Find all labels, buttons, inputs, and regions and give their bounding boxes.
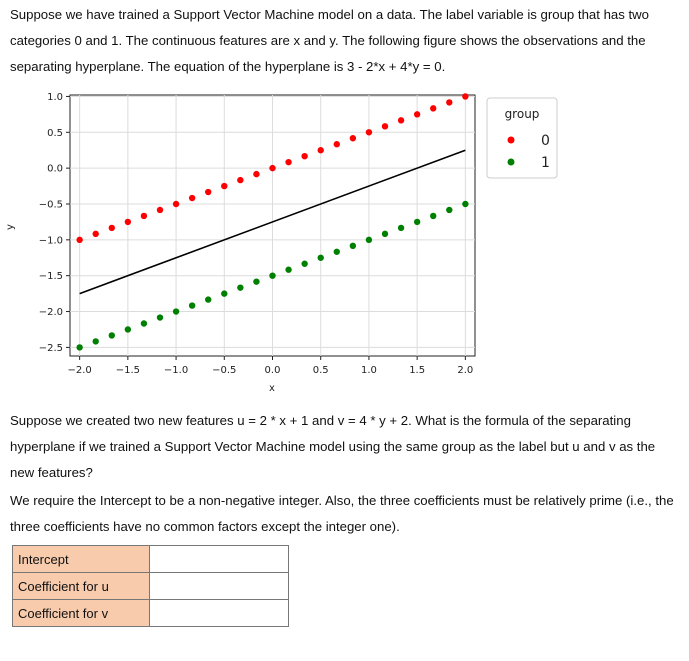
y-tick-label: −1.5 [38,271,63,283]
data-point-group-1 [109,332,115,338]
y-tick-label: 1.0 [47,91,63,103]
y-tick-label: −0.5 [38,199,63,211]
intercept-label: Intercept [13,546,150,573]
legend-label-1: 1 [541,155,550,171]
intercept-input[interactable] [150,546,289,573]
data-point-group-0 [398,117,404,123]
x-axis-label: x [269,383,275,394]
data-point-group-0 [205,189,211,195]
data-point-group-0 [269,165,275,171]
data-point-group-1 [205,296,211,302]
coef-v-input[interactable] [150,600,289,627]
table-row [13,546,289,573]
data-point-group-0 [462,93,468,99]
data-point-group-1 [141,320,147,326]
data-point-group-0 [93,231,99,237]
data-point-group-1 [462,201,468,207]
legend-marker-1 [508,159,515,166]
data-point-group-1 [382,231,388,237]
question-paragraph: Suppose we created two new features u = 2 * x + 1 and v = 4 * y + 2. What is the formula of the separating hyperplane if we trained a Support Vector Machine model using the same group as the label but u and v as the new features? [10,413,656,480]
data-point-group-1 [318,255,324,261]
x-tick-label: 1.5 [409,365,426,376]
data-point-group-1 [301,261,307,267]
data-point-group-1 [253,278,259,284]
y-tick-label: −2.0 [38,307,63,319]
data-point-group-1 [157,314,163,320]
x-tick-label: 1.0 [360,365,377,376]
data-point-group-1 [173,308,179,314]
data-point-group-1 [414,219,420,225]
x-tick-label: 2.0 [457,365,474,376]
y-tick-label: 0.5 [47,127,63,139]
data-point-group-0 [253,171,259,177]
data-point-group-1 [446,207,452,213]
data-point-group-0 [301,153,307,159]
y-tick-label: −2.5 [38,342,63,354]
data-point-group-1 [334,249,340,255]
y-tick-label: 0.0 [47,163,63,175]
data-point-group-1 [237,284,243,290]
data-point-group-1 [125,326,131,332]
legend-title: group [504,107,540,121]
requirement-paragraph: We require the Intercept to be a non-negative integer. Also, the three coefficients must be relatively prime (i.e., the three coefficients have no common factors except the integer one). [10,493,674,534]
data-point-group-0 [76,237,82,243]
data-point-group-1 [189,302,195,308]
data-point-group-1 [398,225,404,231]
x-tick-label: −0.5 [212,365,237,376]
answer-table [12,545,289,627]
data-point-group-1 [350,243,356,249]
data-point-group-0 [366,129,372,135]
table-row [13,600,289,627]
data-point-group-0 [189,195,195,201]
data-point-group-1 [430,213,436,219]
x-tick-label: 0.0 [264,365,281,376]
data-point-group-0 [334,141,340,147]
data-point-group-1 [76,344,82,350]
x-tick-label: −1.0 [163,365,189,376]
table-row [13,573,289,600]
data-point-group-0 [125,219,131,225]
data-point-group-0 [414,111,420,117]
data-point-group-1 [366,237,372,243]
data-point-group-0 [109,225,115,231]
data-point-group-0 [318,147,324,153]
data-point-group-0 [446,99,452,105]
data-point-group-1 [285,267,291,273]
data-point-group-0 [382,123,388,129]
legend-marker-0 [508,137,515,144]
intro-paragraph: Suppose we have trained a Support Vector Machine model on a data. The label variable is group that has two categories 0 and 1. The continuous features are x and y. The following figure shows the observations and the separating hyperplane. The equation of the hyperplane is 3 - 2*x + 4*y = 0. [10,7,650,74]
y-axis-label: y [5,224,16,230]
data-point-group-0 [430,105,436,111]
data-point-group-0 [221,183,227,189]
data-point-group-0 [141,213,147,219]
data-point-group-0 [237,177,243,183]
legend-label-0: 0 [541,133,550,149]
coef-u-input[interactable] [150,573,289,600]
data-point-group-1 [93,338,99,344]
data-point-group-1 [269,272,275,278]
scatter-chart [0,88,689,398]
x-tick-label: −2.0 [67,365,92,376]
legend [487,98,557,178]
data-point-group-0 [285,159,291,165]
data-point-group-0 [350,135,356,141]
x-tick-label: −1.5 [115,365,141,376]
x-tick-label: 0.5 [312,365,329,376]
coef-v-label: Coefficient for v [13,600,150,627]
y-tick-label: −1.0 [38,235,63,247]
data-point-group-0 [173,201,179,207]
data-point-group-1 [221,290,227,296]
coef-u-label: Coefficient for u [13,573,150,600]
data-point-group-0 [157,207,163,213]
